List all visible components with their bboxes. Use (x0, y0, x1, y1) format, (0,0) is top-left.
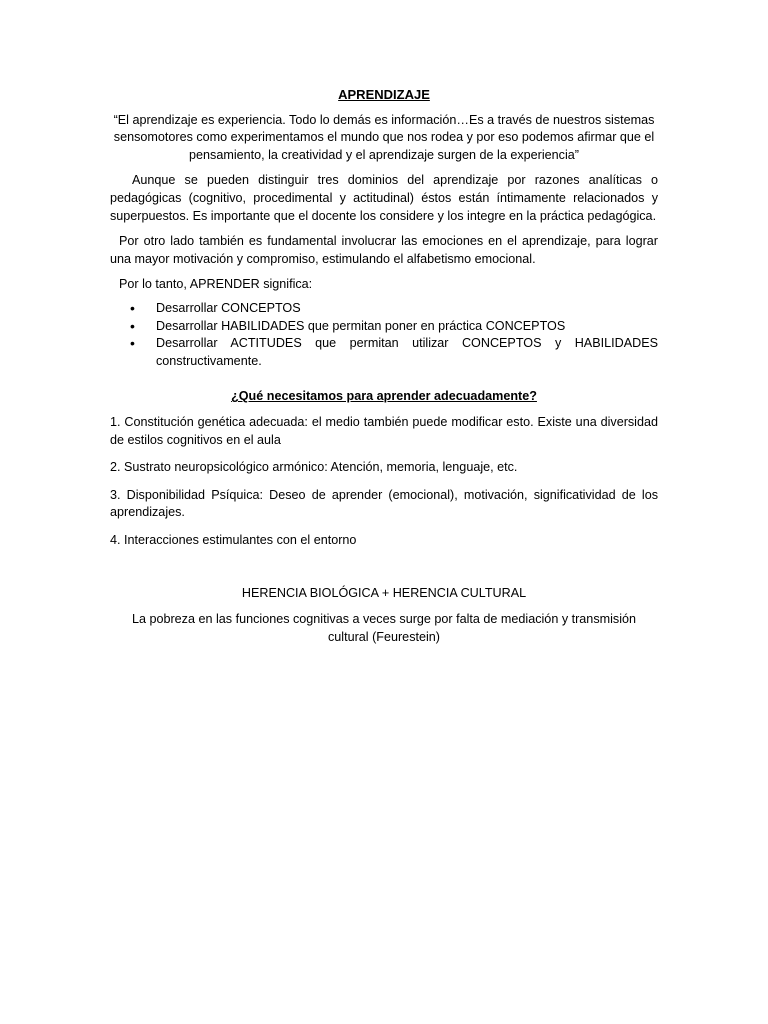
paragraph-learning-meaning: Por lo tanto, APRENDER significa: (119, 277, 313, 292)
bullet-icon: • (130, 299, 135, 316)
list-item (110, 335, 658, 370)
paragraph-domains: Aunque se pueden distinguir tres dominios del aprendizaje por razones analíticas o pedagógicas (cognitivo, procedimental y actitudinal) éstos están íntimamente relacionados y superpuestos. Es importante que el docente los considere y los integre en la práctica pedagógica. (110, 173, 658, 223)
bullet-icon: • (130, 317, 135, 334)
opening-quote: “El aprendizaje es experiencia. Todo lo demás es información…Es a través de nuestros sistemas sensomotores como experimentamos el mundo que nos rodea y por eso podemos afirmar que el pensamiento, la creatividad y el aprendizaje surgen de la experiencia” (113, 112, 655, 162)
closing-statement: La pobreza en las funciones cognitivas a veces surge por falta de mediación y transmisión cultural (Feurestein) (131, 612, 637, 644)
bullet-icon: • (130, 335, 135, 352)
list-item-text: Desarrollar HABILIDADES que permitan poner en práctica CONCEPTOS (156, 318, 566, 333)
document-title: APRENDIZAJE (338, 87, 430, 102)
learning-bullet-list (110, 300, 658, 370)
list-item (110, 300, 658, 318)
numbered-item: 1. Constitución genética adecuada: el medio también puede modificar esto. Existe una diversidad de estilos cognitivos en el aula (110, 414, 658, 447)
document-page (110, 86, 658, 654)
list-item-text: Desarrollar CONCEPTOS (156, 300, 301, 315)
spacer (110, 559, 658, 585)
numbered-item: 2. Sustrato neuropsicológico armónico: Atención, memoria, lenguaje, etc. (110, 460, 518, 475)
heritage-line: HERENCIA BIOLÓGICA + HERENCIA CULTURAL (241, 586, 527, 601)
numbered-item: 3. Disponibilidad Psíquica: Deseo de aprender (emocional), motivación, significatividad de los aprendizajes. (110, 487, 658, 520)
list-item (110, 318, 658, 336)
section-subtitle: ¿Qué necesitamos para aprender adecuadamente? (231, 389, 537, 404)
paragraph-emotions: Por otro lado también es fundamental involucrar las emociones en el aprendizaje, para lograr una mayor motivación y compromiso, estimulando el alfabetismo emocional. (110, 234, 658, 266)
numbered-item: 4. Interacciones estimulantes con el entorno (110, 532, 357, 547)
list-item-text: Desarrollar ACTITUDES que permitan utilizar CONCEPTOS y HABILIDADES constructivamente. (156, 336, 658, 368)
